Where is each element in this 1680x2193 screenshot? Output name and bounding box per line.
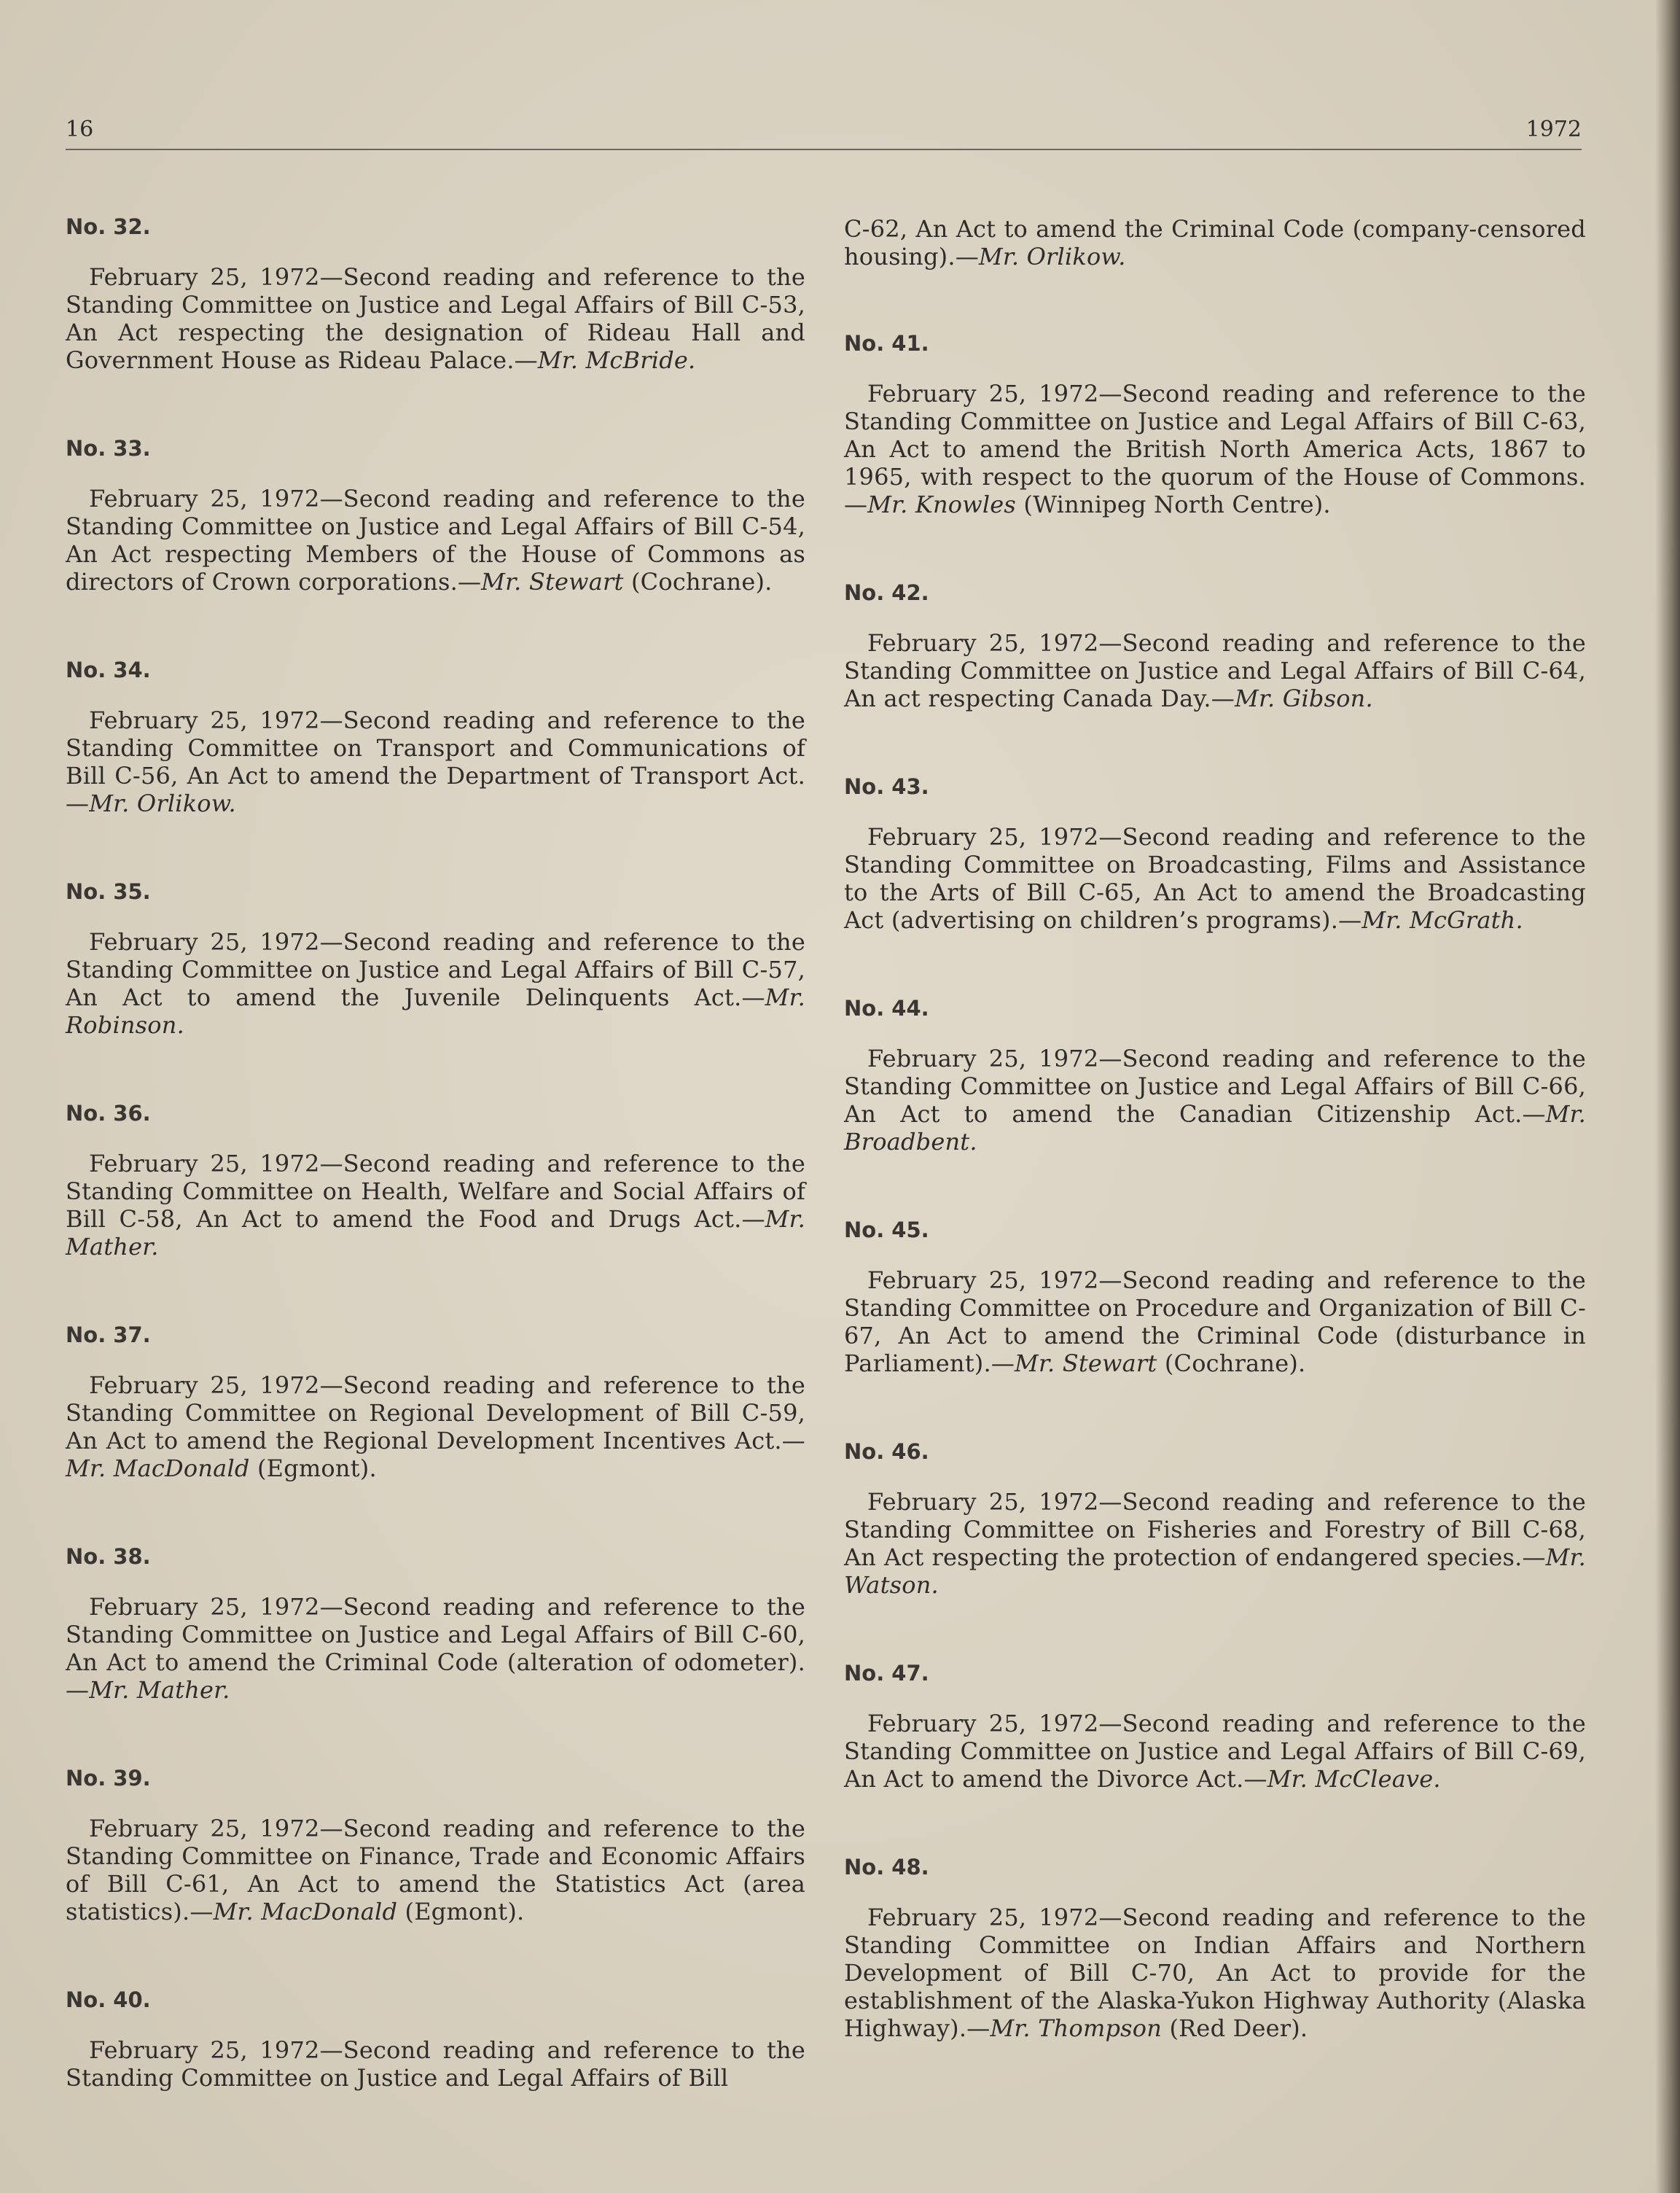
entry-number: No. 44. bbox=[844, 996, 929, 1021]
entry-body: February 25, 1972—Second reading and reference to the Standing Committee on Justice and Legal Affairs of Bill C-66, An Act to amend the Canadian Citizenship Act.— bbox=[844, 1045, 1586, 1128]
member-name: Mr. Watson. bbox=[844, 1543, 1586, 1599]
entry-body: February 25, 1972—Second reading and reference to the Standing Committee on Justice and Legal Affairs of Bill C-69, An Act to amend the Divorce Act.— bbox=[844, 1710, 1586, 1793]
member-name: Mr. Thompson bbox=[990, 2014, 1163, 2042]
page-header bbox=[66, 117, 1582, 150]
member-name: Mr. McCleave. bbox=[1267, 1765, 1441, 1793]
entry-number: No. 42. bbox=[844, 580, 929, 605]
entry-number: No. 48. bbox=[844, 1855, 929, 1880]
notice-entry bbox=[66, 1988, 805, 2092]
entry-text bbox=[844, 1266, 1586, 1377]
member-riding: (Winnipeg North Centre). bbox=[1016, 491, 1331, 518]
entry-body: February 25, 1972—Second reading and reference to the Standing Committee on Broadcasting, Films and Assistance to the Arts of Bill C-65, An Act to amend the Broadcasting Act (advertising on children’s programs).— bbox=[844, 823, 1586, 934]
member-name: Mr. Mather. bbox=[89, 1676, 230, 1704]
notice-entry bbox=[66, 1767, 805, 1925]
entry-body: February 25, 1972—Second reading and reference to the Standing Committee on Finance, Trade and Economic Affairs of Bill C-61, An Act to amend the Statistics Act (area statistics).— bbox=[66, 1815, 805, 1925]
member-name: Mr. Knowles bbox=[867, 491, 1017, 518]
entry-body: February 25, 1972—Second reading and reference to the Standing Committee on Justice and Legal Affairs of Bill C-64, An act respecting Canada Day.— bbox=[844, 629, 1586, 712]
member-name: Mr. Mather. bbox=[66, 1205, 805, 1261]
notice-entry-continuation bbox=[844, 215, 1586, 270]
entry-number: No. 35. bbox=[66, 879, 151, 904]
member-name: Mr. Robinson. bbox=[66, 983, 805, 1039]
notice-entry bbox=[844, 775, 1586, 934]
entry-text bbox=[844, 1710, 1586, 1793]
entry-number: No. 33. bbox=[66, 436, 151, 461]
header-year: 1972 bbox=[1525, 117, 1582, 142]
member-riding: (Egmont). bbox=[249, 1454, 377, 1482]
notice-entry bbox=[66, 880, 805, 1039]
entry-body: February 25, 1972—Second reading and reference to the Standing Committee on Procedure and Organization of Bill C-67, An Act to amend the Criminal Code (disturbance in Parliament).— bbox=[844, 1266, 1586, 1377]
entry-text bbox=[844, 1045, 1586, 1156]
member-name: Mr. Broadbent. bbox=[844, 1100, 1586, 1156]
page-number: 16 bbox=[66, 117, 94, 142]
entry-body: February 25, 1972—Second reading and reference to the Standing Committee on Justice and Legal Affairs of Bill bbox=[66, 2036, 805, 2092]
member-riding: (Red Deer). bbox=[1162, 2014, 1308, 2042]
entry-text bbox=[66, 263, 805, 374]
entry-body: February 25, 1972—Second reading and reference to the Standing Committee on Indian Affairs and Northern Development of Bill C-70, An Act to provide for the establishment of the Alaska-Yukon Highway Authority (Alaska Highway).— bbox=[844, 1904, 1586, 2042]
entry-number: No. 34. bbox=[66, 658, 151, 682]
notice-entry bbox=[844, 997, 1586, 1156]
member-name: Mr. Stewart bbox=[481, 568, 624, 596]
notice-entry bbox=[66, 215, 805, 374]
member-name: Mr. MacDonald bbox=[213, 1898, 398, 1925]
entry-number: No. 45. bbox=[844, 1218, 929, 1242]
entry-text bbox=[844, 1488, 1586, 1599]
entry-text bbox=[66, 928, 805, 1039]
entry-text bbox=[66, 1593, 805, 1704]
entry-text bbox=[66, 1815, 805, 1925]
entry-number: No. 32. bbox=[66, 214, 151, 239]
member-name: Mr. McGrath. bbox=[1361, 906, 1523, 934]
entry-text bbox=[66, 2036, 805, 2092]
entry-text bbox=[844, 380, 1586, 518]
entry-number: No. 39. bbox=[66, 1766, 151, 1791]
entry-number: No. 37. bbox=[66, 1323, 151, 1347]
member-riding: (Cochrane). bbox=[623, 568, 773, 596]
entry-body: C-62, An Act to amend the Criminal Code (company-censored housing).— bbox=[844, 215, 1586, 270]
member-name: Mr. Orlikow. bbox=[978, 243, 1126, 270]
member-name: Mr. Orlikow. bbox=[89, 790, 236, 817]
entry-text bbox=[844, 215, 1586, 270]
entry-text bbox=[66, 706, 805, 817]
entry-number: No. 43. bbox=[844, 774, 929, 799]
entry-number: No. 36. bbox=[66, 1101, 151, 1126]
entry-body: February 25, 1972—Second reading and reference to the Standing Committee on Justice and Legal Affairs of Bill C-57, An Act to amend the Juvenile Delinquents Act.— bbox=[66, 928, 805, 1011]
entry-body: February 25, 1972—Second reading and reference to the Standing Committee on Justice and Legal Affairs of Bill C-63, An Act to amend the British North America Acts, 1867 to 1965, with respect to the quorum of the House of Commons.— bbox=[844, 380, 1586, 518]
member-name: Mr. Stewart bbox=[1015, 1349, 1157, 1377]
left-column bbox=[66, 215, 805, 2154]
entry-text bbox=[66, 485, 805, 596]
member-name: Mr. MacDonald bbox=[66, 1454, 250, 1482]
entry-text bbox=[66, 1150, 805, 1261]
page-binding-shadow bbox=[1655, 0, 1680, 2193]
entry-body: February 25, 1972—Second reading and reference to the Standing Committee on Health, Welfare and Social Affairs of Bill C-58, An Act to amend the Food and Drugs Act.— bbox=[66, 1150, 805, 1233]
entry-body: February 25, 1972—Second reading and reference to the Standing Committee on Justice and Legal Affairs of Bill C-60, An Act to amend the Criminal Code (alteration of odometer).— bbox=[66, 1593, 805, 1704]
entry-number: No. 40. bbox=[66, 1987, 151, 2012]
notice-entry bbox=[844, 332, 1586, 518]
entry-text bbox=[66, 1371, 805, 1482]
notice-entry bbox=[66, 1545, 805, 1704]
notice-entry bbox=[844, 581, 1586, 712]
member-name: Mr. McBride. bbox=[537, 346, 696, 374]
member-riding: (Cochrane). bbox=[1157, 1349, 1306, 1377]
entry-text bbox=[844, 1904, 1586, 2042]
right-column bbox=[844, 215, 1586, 2105]
entry-text bbox=[844, 629, 1586, 712]
entry-number: No. 41. bbox=[844, 331, 929, 356]
entry-number: No. 47. bbox=[844, 1661, 929, 1686]
member-name: Mr. Gibson. bbox=[1235, 685, 1373, 712]
notice-entry bbox=[66, 1102, 805, 1261]
entry-number: No. 38. bbox=[66, 1544, 151, 1569]
member-riding: (Egmont). bbox=[397, 1898, 525, 1925]
notice-entry bbox=[844, 1855, 1586, 2042]
notice-entry bbox=[66, 658, 805, 817]
notice-entry bbox=[66, 1323, 805, 1482]
notice-entry bbox=[66, 437, 805, 596]
entry-body: February 25, 1972—Second reading and reference to the Standing Committee on Justice and Legal Affairs of Bill C-54, An Act respecting Members of the House of Commons as directors of Crown corporations.— bbox=[66, 485, 805, 596]
entry-body: February 25, 1972—Second reading and reference to the Standing Committee on Justice and Legal Affairs of Bill C-53, An Act respecting the designation of Rideau Hall and Government House as Rideau Palace.— bbox=[66, 263, 805, 374]
entry-body: February 25, 1972—Second reading and reference to the Standing Committee on Fisheries and Forestry of Bill C-68, An Act respecting the protection of endangered species.— bbox=[844, 1488, 1586, 1571]
notice-entry bbox=[844, 1662, 1586, 1793]
notice-entry bbox=[844, 1440, 1586, 1599]
entry-number: No. 46. bbox=[844, 1439, 929, 1464]
entry-body: February 25, 1972—Second reading and reference to the Standing Committee on Transport and Communications of Bill C-56, An Act to amend the Department of Transport Act.— bbox=[66, 706, 805, 817]
notice-entry bbox=[844, 1218, 1586, 1377]
entry-body: February 25, 1972—Second reading and reference to the Standing Committee on Regional Development of Bill C-59, An Act to amend the Regional Development Incentives Act.— bbox=[66, 1371, 805, 1454]
entry-text bbox=[844, 823, 1586, 934]
